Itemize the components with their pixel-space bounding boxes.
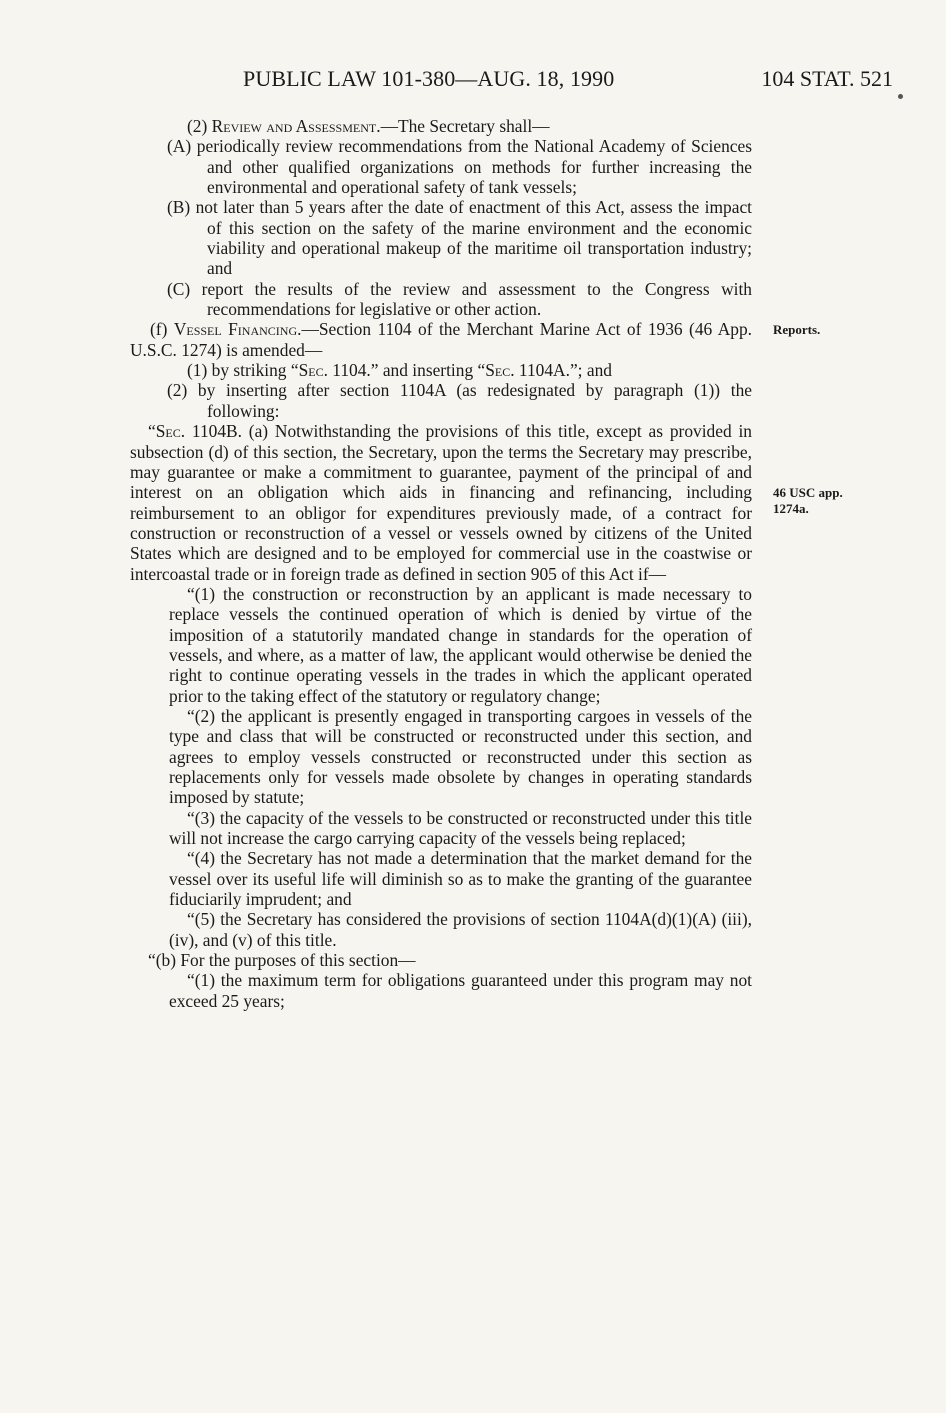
clause-5: “(5) the Secretary has considered the provisions of section 1104A(d)(1)(A) (iii), (iv), and (v) of this title. (169, 909, 752, 950)
paragraph-number: (f) (150, 319, 174, 340)
paragraph-review-assessment (130, 116, 752, 136)
text-run: 1104.” and inserting “ (327, 360, 486, 381)
paragraph-text: —The Secretary shall— (380, 116, 550, 136)
paragraph-b: (B) not later than 5 years after the date of enactment of this Act, assess the impact of this section on the safety of the marine environment and the economic viability and operational makeup of the maritime oil transportation industry; and (167, 197, 752, 279)
paragraph-a: (A) periodically review recommendations from the National Academy of Sciences and other qualified organizations on methods for further increasing the environmental and operational safety of tank vessels; (167, 136, 752, 198)
sec-abbrev: Sec. (298, 360, 328, 381)
clause-3: “(3) the capacity of the vessels to be constructed or reconstructed under this title will not increase the cargo carrying capacity of the vessels being replaced; (169, 807, 752, 849)
clause-4: “(4) the Secretary has not made a determination that the market demand for the vessel over its useful life will diminish so as to make the granting of the guarantee fiduciarily imprudent; and (169, 848, 752, 910)
header-law-citation: PUBLIC LAW 101-380—AUG. 18, 1990 (243, 66, 615, 91)
clause-2: “(2) the applicant is presently engaged in transporting cargoes in vessels of the type and class that will be constructed or reconstructed under this section, and agrees to employ vessels constructed or reconstructed under this section as replacements only for vessels made obsolete by changes in operating standards imposed by statute; (169, 705, 752, 808)
paragraph-1-striking (130, 360, 752, 380)
page-header (243, 66, 893, 96)
text-run: 1104B. (a) Notwithstanding the provisions of this title, except as provided in subsection (d) of this section, the Secretary, upon the terms the Secretary may prescribe, may guarantee or make a commitment to guarantee, payment of the principal of and interest on an obligation which aids in financing and refinancing, including reimbursement to an obligor for expenditures previously made, of a contract for construction or reconstruction of a vessel or vessels owned by citizens of the United States which are designed and to be employed for commercial use in the coastwise or intercoastal trade or in foreign trade as defined in section 905 of this Act if— (130, 421, 752, 584)
paragraph-number: (2) (187, 116, 212, 136)
ink-dot (898, 94, 903, 99)
margin-note-usc (773, 485, 843, 517)
paragraph-2-inserting: (2) by inserting after section 1104A (as redesignated by paragraph (1)) the following: (167, 380, 752, 421)
margin-note-usc-line1: 46 USC app. (773, 485, 843, 500)
paragraph-vessel-financing (130, 319, 752, 360)
text-run: (1) by striking “ (187, 360, 299, 381)
margin-note-usc-line2: 1274a. (773, 501, 809, 516)
sec-abbrev: Sec. (485, 360, 515, 381)
margin-note-reports: Reports. (773, 322, 821, 337)
section-heading: Vessel Financing. (173, 319, 302, 340)
section-heading: Review and Assessment. (211, 116, 381, 136)
text-run: 1104A.”; and (514, 360, 612, 381)
paragraph-c: (C) report the results of the review and assessment to the Congress with recommendations for legislative or other action. (167, 278, 752, 320)
clause-1: “(1) the construction or reconstruction by an applicant is made necessary to replace vessels the continued operation of which is denied by virtue of the imposition of a statutorily mandated change in standards for the operation of vessels, and where, as a matter of law, the applicant would otherwise be denied the right to continue operating vessels in the trades in which the applicant operated prior to the taking effect of the statutory or regulatory change; (169, 583, 752, 706)
text-run: “ (148, 421, 156, 442)
subsection-b-clause-1: “(1) the maximum term for obligations guaranteed under this program may not exceed 25 years; (169, 970, 752, 1011)
sec-abbrev: Sec. (155, 421, 186, 442)
paragraph-text: —Section 1104 of the Merchant Marine Act of 1936 (46 App. U.S.C. 1274) is amended— (130, 319, 753, 360)
subsection-b: “(b) For the purposes of this section— (148, 950, 416, 971)
header-stat-page: 104 STAT. 521 (761, 66, 893, 91)
document-body (130, 116, 752, 1011)
paragraph-sec-1104b (130, 421, 752, 584)
